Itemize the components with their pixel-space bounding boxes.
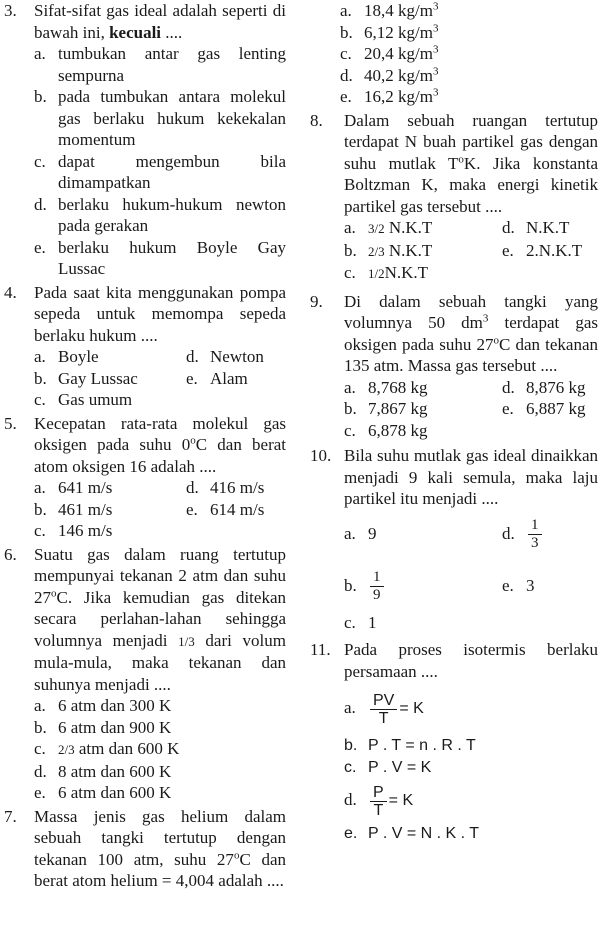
option-letter: a.	[34, 347, 46, 366]
option-b[interactable]	[34, 86, 286, 151]
slash-fraction: 1/3	[178, 633, 195, 649]
question-number: 4.	[4, 282, 17, 302]
question-6	[4, 544, 286, 804]
option-a[interactable]	[340, 0, 598, 22]
option-d[interactable]	[502, 512, 544, 556]
option-e[interactable]	[186, 499, 264, 521]
option-text: 9	[368, 523, 377, 543]
option-letter: b.	[344, 575, 357, 595]
option-b[interactable]	[344, 564, 502, 608]
option-a[interactable]	[34, 346, 186, 368]
option-text: 1	[368, 612, 377, 632]
stem-text: Kecepatan rata-rata molekul gas oksigen pada suhu 0	[34, 413, 286, 454]
option-letter: d.	[344, 790, 357, 809]
question-stem: Bila suhu mutlak gas ideal dinaikkan menjadi 9 kali semula, maka laju partikel itu menjadi ....	[344, 446, 598, 508]
option-a[interactable]	[34, 695, 286, 717]
option-text: dapat mengembun bila dimampatkan	[58, 151, 286, 192]
option-letter: b.	[34, 368, 47, 388]
option-d[interactable]	[186, 477, 264, 499]
option-text: N.K.T	[384, 240, 433, 260]
option-e[interactable]	[344, 823, 598, 845]
option-letter: a.	[344, 698, 356, 717]
option-letter: b.	[344, 737, 358, 754]
option-letter: a.	[34, 478, 46, 497]
option-text: P . V = K	[368, 758, 432, 776]
option-text: 416 m/s	[210, 478, 265, 497]
option-d[interactable]	[340, 65, 598, 87]
option-letter: c.	[344, 420, 356, 440]
option-letter: d.	[186, 478, 199, 497]
option-letter: a.	[34, 44, 46, 63]
option-letter: e.	[186, 368, 198, 388]
option-letter: d.	[502, 218, 515, 237]
option-letter: c.	[344, 758, 357, 776]
option-letter: b.	[340, 22, 353, 42]
stem-text: Di dalam sebuah tangki yang volumnya 50 dm	[344, 291, 598, 332]
option-a[interactable]	[344, 512, 502, 556]
question-stem	[34, 806, 286, 892]
option-text: 8,876 kg	[526, 377, 586, 397]
superscript: 3	[432, 21, 439, 34]
question-number: 9.	[310, 291, 323, 311]
question-number: 7.	[4, 806, 17, 826]
option-a[interactable]	[344, 686, 598, 731]
option-d[interactable]	[186, 346, 264, 368]
stem-text: Suatu gas dalam ruang tertutup mempunyai tekanan 2 atm dan suhu 27	[34, 544, 286, 607]
option-text: 641 m/s	[58, 478, 113, 497]
option-letter: e.	[186, 499, 198, 519]
fraction-denominator: 3	[531, 535, 539, 552]
option-row	[344, 564, 598, 608]
question-stem	[34, 413, 286, 478]
option-b[interactable]	[344, 735, 598, 757]
stem-text: dari volum mula-mula, maka tekanan dan suhunya menjadi ....	[34, 630, 286, 694]
question-number: 5.	[4, 413, 17, 433]
option-d[interactable]	[34, 761, 286, 783]
question-number: 3.	[4, 1, 17, 20]
option-c[interactable]	[34, 389, 286, 411]
option-letter: c.	[34, 739, 46, 758]
option-e[interactable]	[34, 782, 286, 804]
option-text: tumbukan antar gas lenting sempurna	[58, 44, 286, 85]
option-letter: c.	[340, 44, 352, 63]
option-text: 18,4 kg/m	[364, 1, 433, 20]
superscript: 3	[482, 312, 489, 325]
question-stem: Pada proses isotermis berlaku persamaan ....	[344, 640, 598, 681]
option-c[interactable]	[344, 612, 598, 634]
option-letter: b.	[34, 717, 47, 737]
right-column	[310, 0, 598, 847]
option-row	[344, 217, 598, 240]
option-letter: c.	[344, 263, 356, 282]
fraction-numerator: 1	[370, 569, 384, 587]
stem-text: Massa jenis gas helium dalam sebuah tangki tertutup dengan tekanan 100 atm, suhu 27	[34, 806, 286, 869]
question-8	[310, 110, 598, 285]
option-text: 614 m/s	[210, 499, 265, 519]
fraction-denominator: T	[378, 709, 389, 727]
left-column	[4, 0, 286, 894]
option-letter: e.	[344, 825, 358, 842]
question-number: 10.	[310, 446, 332, 465]
option-text: P . V = N . K . T	[368, 825, 480, 842]
option-e[interactable]	[34, 237, 286, 280]
option-e[interactable]	[502, 240, 582, 263]
option-letter: b.	[34, 87, 47, 106]
superscript: 3	[432, 86, 439, 99]
option-d[interactable]	[344, 778, 598, 823]
superscript: 3	[432, 0, 439, 13]
option-b[interactable]	[34, 368, 186, 390]
stem-text: ....	[161, 22, 183, 42]
option-text: 8,768 kg	[368, 377, 428, 397]
option-letter: a.	[34, 696, 46, 715]
option-letter: d.	[340, 65, 353, 85]
option-text: 8 atm dan 600 K	[58, 761, 172, 781]
option-c[interactable]	[344, 757, 598, 779]
option-text: 6,878 kg	[368, 420, 428, 440]
question-number: 8.	[310, 110, 323, 130]
stem-text: C dan berat atom oksigen 16 adalah ....	[34, 435, 287, 476]
stem-text: Sifat-sifat gas ideal adalah seperti di bawah ini,	[34, 1, 286, 42]
option-row	[344, 240, 598, 263]
option-d[interactable]	[502, 377, 586, 399]
option-b[interactable]	[340, 22, 598, 44]
option-text: 3	[526, 575, 535, 595]
option-text: 7,867 kg	[368, 399, 428, 418]
stem-text: K. Jika konstanta Boltzman K, maka energi kinetik partikel gas tersebut ....	[344, 153, 598, 216]
option-letter: d.	[502, 377, 515, 397]
option-b[interactable]	[34, 717, 286, 739]
option-letter: a.	[344, 523, 356, 543]
option-text: 6 atm dan 600 K	[58, 783, 172, 802]
option-letter: d.	[34, 761, 47, 781]
option-letter: d.	[34, 194, 47, 214]
option-row	[34, 499, 286, 521]
option-text: = K	[399, 700, 424, 717]
question-7	[4, 806, 286, 892]
option-row	[34, 477, 286, 499]
fraction	[528, 517, 542, 552]
option-letter: b.	[344, 240, 357, 260]
option-text: berlaku hukum Boyle Gay Lussac	[58, 237, 286, 278]
option-letter: c.	[34, 151, 46, 171]
option-c[interactable]	[344, 262, 598, 285]
option-text: 20,4 kg/m	[364, 44, 433, 63]
option-text: 461 m/s	[58, 499, 113, 519]
option-letter: a.	[340, 1, 352, 20]
stem-text: terdapat gas oksigen pada suhu 27	[344, 313, 598, 354]
option-text: N.K.T	[526, 218, 570, 237]
fraction-denominator: 9	[373, 587, 381, 604]
option-d[interactable]	[34, 194, 286, 237]
option-c[interactable]	[34, 738, 286, 761]
slash-fraction: 2/3	[368, 243, 385, 259]
option-text: Newton	[210, 347, 264, 366]
option-d[interactable]	[502, 217, 569, 240]
slash-fraction: 3/2	[368, 221, 385, 236]
stem-text: C dan tekanan 135 atm. Massa gas tersebut ....	[344, 334, 599, 375]
option-e[interactable]	[186, 368, 248, 390]
superscript: 3	[432, 43, 439, 56]
question-3	[4, 0, 286, 280]
slash-fraction: 1/2	[368, 266, 385, 281]
superscript: o	[493, 333, 499, 346]
fraction-numerator: P	[370, 784, 387, 802]
option-a[interactable]	[34, 43, 286, 86]
option-letter: c.	[34, 521, 46, 540]
option-a[interactable]	[344, 217, 502, 240]
option-c[interactable]	[344, 420, 598, 442]
stem-text: Dalam sebuah ruangan tertutup terdapat N buah partikel gas dengan suhu mutlak T	[344, 110, 598, 173]
question-5	[4, 413, 286, 542]
question-stem	[344, 110, 598, 218]
question-10	[310, 445, 598, 633]
option-e[interactable]	[340, 86, 598, 108]
option-letter: e.	[34, 237, 46, 257]
superscript: o	[233, 848, 240, 861]
option-row	[344, 377, 598, 399]
option-letter: e.	[502, 399, 514, 418]
option-c[interactable]	[34, 151, 286, 194]
option-text: 16,2 kg/m	[364, 87, 433, 106]
superscript: o	[458, 152, 464, 165]
stem-bold: kecuali	[109, 22, 162, 42]
option-row	[34, 368, 286, 390]
option-b[interactable]	[34, 499, 186, 521]
option-letter: b.	[344, 399, 357, 418]
fraction-numerator: PV	[370, 692, 397, 710]
superscript: 3	[432, 64, 439, 77]
question-number: 6.	[4, 544, 17, 564]
option-text: N.K.T	[384, 218, 433, 237]
question-number: 11.	[310, 640, 331, 659]
option-text: 2.N.K.T	[526, 240, 583, 260]
stem-text: C dan berat atom helium = 4,004 adalah ....	[34, 849, 286, 890]
option-text: 6 atm dan 900 K	[58, 717, 172, 737]
question-4	[4, 282, 286, 411]
option-b[interactable]	[344, 240, 502, 263]
option-letter: c.	[344, 612, 356, 632]
option-letter: d.	[186, 347, 199, 366]
question-stem	[344, 291, 598, 377]
option-text: 40,2 kg/m	[364, 65, 433, 85]
stem-text: C. Jika kemudian gas ditekan secara perlahan-lahan sehingga volumnya menjadi	[34, 587, 286, 650]
option-row	[344, 512, 598, 556]
option-b[interactable]	[344, 398, 502, 420]
option-text: Gas umum	[58, 390, 133, 409]
option-letter: d.	[502, 523, 515, 543]
fraction	[370, 692, 397, 727]
option-letter: e.	[502, 240, 514, 260]
option-letter: e.	[34, 783, 46, 802]
question-stem	[34, 0, 286, 43]
option-e[interactable]	[502, 398, 586, 420]
option-text: = K	[388, 792, 414, 809]
option-text: atm dan 600 K	[74, 739, 180, 758]
question-11	[310, 639, 598, 845]
option-text: 6,12 kg/m	[364, 22, 433, 42]
question-stem	[34, 544, 286, 696]
fraction	[370, 569, 384, 604]
option-a[interactable]	[344, 377, 502, 399]
option-a[interactable]	[34, 477, 186, 499]
slash-fraction: 2/3	[58, 742, 75, 757]
option-text: 146 m/s	[58, 521, 113, 540]
option-text: 6,887 kg	[526, 399, 586, 418]
superscript: o	[51, 586, 57, 599]
option-letter: a.	[344, 218, 356, 237]
question-stem: Pada saat kita menggunakan pompa sepeda untuk memompa sepeda berlaku hukum ....	[34, 282, 286, 345]
option-c[interactable]	[34, 520, 286, 542]
option-letter: b.	[34, 499, 47, 519]
fraction-denominator: T	[373, 801, 384, 819]
option-letter: a.	[344, 377, 356, 397]
option-text: 6 atm dan 300 K	[58, 696, 172, 715]
option-row	[34, 346, 286, 368]
option-text: N.K.T	[384, 263, 429, 282]
superscript: o	[190, 434, 196, 447]
question-9	[310, 291, 598, 442]
option-letter: e.	[340, 87, 352, 106]
option-row	[344, 398, 598, 420]
option-c[interactable]	[340, 43, 598, 65]
fraction-numerator: 1	[528, 517, 542, 535]
option-text: pada tumbukan antara molekul gas berlaku hukum kekekalan momentum	[58, 87, 286, 149]
option-text: berlaku hukum-hukum newton pada gerakan	[58, 194, 286, 235]
question-7-options	[310, 0, 598, 108]
option-text: Gay Lussac	[58, 368, 138, 388]
option-e[interactable]	[502, 564, 535, 608]
fraction	[370, 784, 387, 819]
option-text: Alam	[210, 368, 248, 388]
option-letter: e.	[502, 575, 514, 595]
option-text: Boyle	[58, 347, 99, 366]
option-letter: c.	[34, 390, 46, 409]
option-text: P . T = n . R . T	[368, 737, 476, 754]
